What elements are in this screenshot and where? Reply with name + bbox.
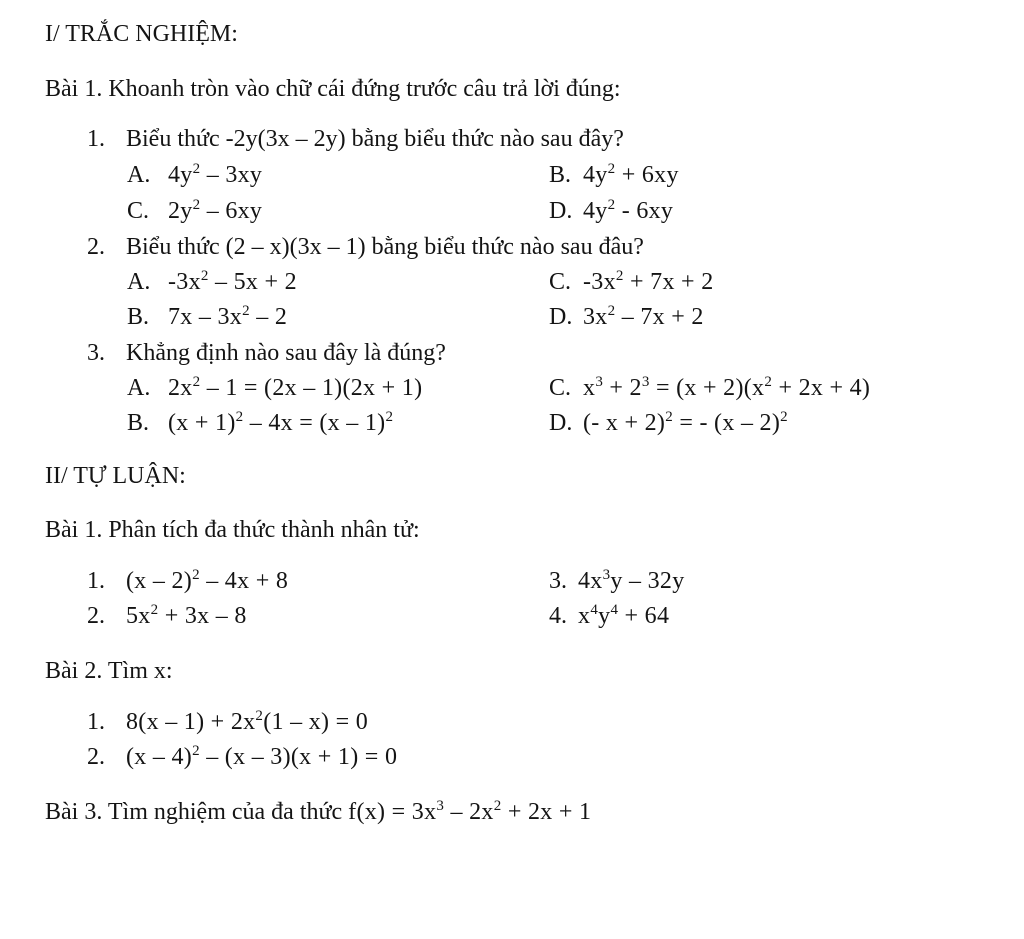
part1-ex1-title: Bài 1. Khoanh tròn vào chữ cái đứng trước câu trả lời đúng: — [45, 76, 621, 102]
ex1-item-2: $5x^2 + 3x - 8$ — [126, 602, 247, 629]
q3-option-c: $x^3 + 2^3 = (x + 2)(x^2 + 2x + 4)$ — [583, 374, 871, 401]
ex1-item-1-number: 1. — [87, 568, 105, 594]
q2-text: Biểu thức (2 – x)(3x – 1) bằng biểu thức nào sau đâu? — [126, 234, 644, 260]
ex1-item-1: (x – 2)$^2$ – 4x + 8 — [126, 567, 289, 594]
q3-option-d-label: D. — [549, 410, 573, 436]
q2-option-b: $7x - 3x^2 - 2$ — [168, 303, 288, 330]
q3-option-b-label: B. — [127, 410, 150, 436]
q2-option-c-label: C. — [549, 269, 572, 295]
ex2-item-2: (x – 4)$^2$ – (x – 3)(x + 1) = 0 — [126, 743, 398, 770]
q2-number: 2. — [87, 234, 105, 260]
ex1-item-3: $4x^3y - 32y$ — [578, 567, 685, 594]
q3-option-c-label: C. — [549, 375, 572, 401]
q2-option-a-label: A. — [127, 269, 151, 295]
q3-text: Khẳng định nào sau đây là đúng? — [126, 340, 446, 366]
q2-option-d-label: D. — [549, 304, 573, 330]
q3-option-a: $2x^2 - 1 = (2x - 1)(2x + 1)$ — [168, 374, 423, 401]
q1-number: 1. — [87, 126, 105, 152]
ex1-item-4-number: 4. — [549, 603, 567, 629]
part2-title: II/ TỰ LUẬN: — [45, 463, 186, 489]
q2-option-b-label: B. — [127, 304, 150, 330]
q2-option-a: $-3x^2 - 5x + 2$ — [168, 268, 297, 295]
q3-option-b: $(x + 1)^2 - 4x = (x - 1)^2$ — [168, 409, 394, 436]
part1-title: I/ TRẮC NGHIỆM: — [45, 21, 238, 47]
ex1-item-3-number: 3. — [549, 568, 567, 594]
part2-ex3-title: Bài 3. Tìm nghiệm của đa thức — [45, 799, 343, 825]
q2-option-d: $3x^2 - 7x + 2$ — [583, 303, 704, 330]
ex2-item-1: $8(x - 1) + 2x^2(1 - x) = 0$ — [126, 708, 369, 735]
ex1-item-4: $x^4y^4 + 64$ — [578, 602, 670, 629]
q1-option-a: $4y^2 - 3xy$ — [168, 161, 263, 188]
q3-number: 3. — [87, 340, 105, 366]
q3-option-d: (- x + 2)$^2$ = - (x – 2)$^2$ — [583, 409, 788, 436]
q1-option-c-label: C. — [127, 198, 150, 224]
part2-ex2-title: Bài 2. Tìm x: — [45, 658, 173, 684]
q3-option-a-label: A. — [127, 375, 151, 401]
ex2-item-1-number: 1. — [87, 709, 105, 735]
q2-option-c: $-3x^2 + 7x + 2$ — [583, 268, 714, 295]
q1-option-d-label: D. — [549, 198, 573, 224]
q1-option-b: $4y^2 + 6xy$ — [583, 161, 679, 188]
part2-ex3-expr: $f(x) = 3x^3 - 2x^2 + 2x + 1$ — [348, 798, 592, 825]
q1-option-d: $4y^2 - 6xy$ — [583, 197, 674, 224]
part2-ex1-title: Bài 1. Phân tích đa thức thành nhân tử: — [45, 517, 420, 543]
ex2-item-2-number: 2. — [87, 744, 105, 770]
q1-option-a-label: A. — [127, 162, 151, 188]
q1-text: Biểu thức -2y(3x – 2y) bằng biểu thức nào sau đây? — [126, 126, 624, 152]
q1-option-b-label: B. — [549, 162, 572, 188]
q1-option-c: $2y^2 - 6xy$ — [168, 197, 263, 224]
part2-ex3 — [45, 800, 591, 824]
ex1-item-2-number: 2. — [87, 603, 105, 629]
